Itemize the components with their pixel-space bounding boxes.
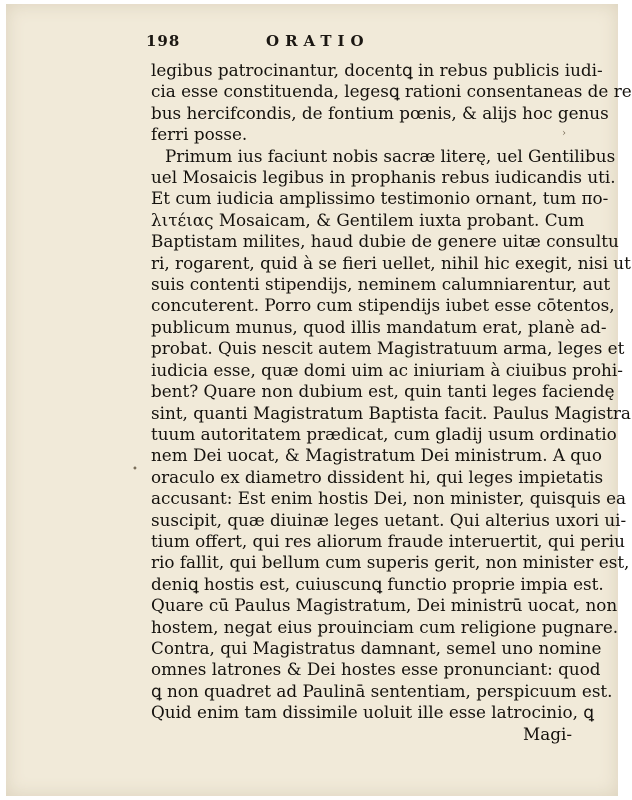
text-line: Et cum iudicia amplissimo testimonio ornant, tum πο- [151, 188, 609, 209]
text-line: cia esse constituenda, legesꝗ rationi consentaneas de re [151, 81, 632, 102]
text-line: ꝗ non quadret ad Paulinā sententiam, perspicuum est. [151, 680, 613, 701]
text-line: bent? Quare non dubium est, quin tanti leges faciendę [151, 381, 615, 402]
page-number: 198 [146, 32, 181, 50]
catchword: Magi- [523, 723, 572, 744]
text-line: legibus patrocinantur, docentꝗ in rebus publicis iudi- [151, 60, 603, 80]
text-line: tuum autoritatem prædicat, cum gladij usum ordinatio [151, 423, 617, 444]
book-page [6, 4, 632, 796]
text-line: ferri posse. [151, 124, 248, 145]
text-line: omnes latrones & Dei hostes esse pronunciant: quod [151, 659, 601, 680]
text-line: sint, quanti Magistratum Baptista facit. Paulus Magistra [151, 402, 631, 423]
body-text [151, 60, 632, 745]
text-line: ri, rogarent, quid à se fieri uellet, nihil hic exegit, nisi ut [151, 252, 631, 273]
text-line: Baptistam milites, haud dubie de genere uitæ consultu [151, 231, 619, 252]
text-line: Quare cū Paulus Magistratum, Dei ministrū uocat, non [151, 595, 618, 616]
text-line: Contra, qui Magistratus damnant, semel uno nomine [151, 637, 602, 658]
running-head: ORATIO [266, 32, 370, 50]
text-line: uel Mosaicis legibus in prophanis rebus iudicandis uti. [151, 167, 616, 188]
text-line: nem Dei uocat, & Magistratum Dei ministrum. A quo [151, 445, 602, 466]
text-line: accusant: Est enim hostis Dei, non minister, quisquis ea [151, 488, 627, 509]
text-line: oraculo ex diametro dissident hi, qui leges impietatis [151, 466, 604, 487]
page-header [146, 32, 586, 56]
text-line: λιτέιας Mosaicam, & Gentilem iuxta probant. Cum [151, 209, 585, 230]
text-line: suis contenti stipendijs, neminem calumniarentur, aut [151, 274, 611, 295]
text-line: hostem, negat eius prouinciam cum religione pugnare. [151, 616, 619, 637]
margin-mark: › [562, 128, 566, 139]
text-line: Quid enim tam dissimile uoluit ille esse latrocinio, ꝗ [151, 702, 594, 723]
text-line: Primum ius faciunt nobis sacræ literę, uel Gentilibus [165, 145, 616, 166]
margin-mark: • [132, 464, 138, 475]
text-line: suscipit, quæ diuinæ leges uetant. Qui alterius uxori ui- [151, 509, 627, 530]
text-line: tium offert, qui res aliorum fraude interuertit, qui periu [151, 530, 625, 551]
text-line: concuterent. Porro cum stipendijs iubet esse cōtentos, [151, 295, 615, 316]
text-line: probat. Quis nescit autem Magistratuum arma, leges et [151, 338, 625, 359]
text-line: rio fallit, qui bellum cum superis gerit, non minister est, [151, 552, 630, 573]
text-line: publicum munus, quod illis mandatum erat, planè ad- [151, 316, 607, 337]
text-line: bus hercifcondis, de fontium pœnis, & alijs hoc genus [151, 102, 609, 123]
text-line: deniꝗ hostis est, cuiuscunꝗ functio proprie impia est. [151, 573, 604, 594]
text-line: iudicia esse, quæ domi uim ac iniuriam à ciuibus prohi- [151, 359, 623, 380]
